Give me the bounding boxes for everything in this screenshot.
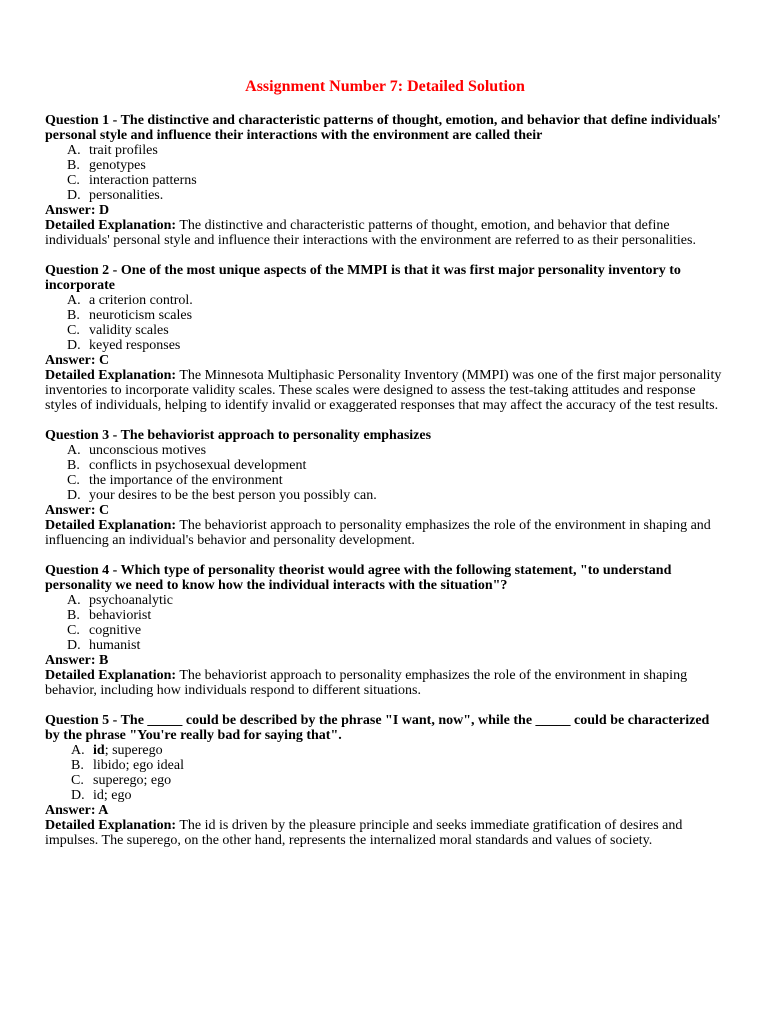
answer-line: Answer: C [45,353,110,368]
option-d [67,188,725,203]
explanation-label: Detailed Explanation: [45,218,177,233]
option-c [67,623,725,638]
option-letter: B. [67,158,80,173]
option-text: cognitive [89,623,142,638]
option-letter: D. [67,188,81,203]
option-text: a criterion control. [89,293,193,308]
option-letter: C. [71,773,84,788]
option-letter: C. [67,623,80,638]
option-text: your desires to be the best person you possibly can. [89,488,377,503]
explanation-text: The behaviorist approach to personality emphasizes the role of the environment in shaping behavior, including how individuals respond to different situations. [45,668,688,698]
explanation [45,818,725,848]
option-letter: B. [71,758,84,773]
explanation [45,518,725,548]
option-a [67,593,725,608]
answer-line: Answer: C [45,503,110,518]
option-b [67,458,725,473]
explanation [45,368,725,413]
question-2 [45,263,725,413]
question-5 [45,713,725,848]
option-c [71,773,725,788]
question-text: Question 3 - The behaviorist approach to personality emphasizes [45,428,432,443]
option-letter: D. [67,338,81,353]
option-a [67,443,725,458]
option-letter: B. [67,308,80,323]
option-b [71,758,725,773]
document-page [45,78,725,863]
option-list [45,593,725,653]
option-list [45,443,725,503]
option-text: genotypes [89,158,146,173]
question-text: Question 1 - The distinctive and characteristic patterns of thought, emotion, and behavior that define individuals' personal style and influence their interactions with the environment are called their [45,113,721,143]
explanation-label: Detailed Explanation: [45,818,177,833]
explanation [45,218,725,248]
option-text: libido; ego ideal [93,758,184,773]
option-d [71,788,725,803]
question-1 [45,113,725,248]
option-letter: C. [67,323,80,338]
option-text [93,743,163,758]
option-letter: D. [67,488,81,503]
answer-line: Answer: D [45,203,110,218]
option-c [67,323,725,338]
option-text: id; ego [93,788,132,803]
explanation-text: The behaviorist approach to personality emphasizes the role of the environment in shaping and influencing an individual's behavior and personality development. [45,518,711,548]
option-letter: A. [67,293,81,308]
option-letter: A. [67,443,81,458]
option-a [67,293,725,308]
explanation-label: Detailed Explanation: [45,368,177,383]
option-bold-term: id [93,743,105,758]
option-c [67,173,725,188]
option-text: personalities. [89,188,164,203]
option-b [67,608,725,623]
option-d [67,488,725,503]
option-list [45,743,725,803]
option-rest: ; superego [104,743,163,758]
option-d [67,338,725,353]
explanation-text: The id is driven by the pleasure principle and seeks immediate gratification of desires and impulses. The superego, on the other hand, represents the internalized moral standards and values of society. [45,818,683,848]
option-list [45,293,725,353]
question-text: Question 4 - Which type of personality theorist would agree with the following statement, "to understand personality we need to know how the individual interacts with the situation"? [45,563,672,593]
explanation-text: The distinctive and characteristic patterns of thought, emotion, and behavior that define individuals' personal style and influence their interactions with the environment are referred to as their personalities. [45,218,696,248]
answer-line: Answer: B [45,653,109,668]
option-list [45,143,725,203]
option-text: humanist [89,638,141,653]
explanation-label: Detailed Explanation: [45,518,177,533]
option-b [67,158,725,173]
option-b [67,308,725,323]
page-title: Assignment Number 7: Detailed Solution [245,78,525,95]
option-letter: A. [67,143,81,158]
option-letter: D. [71,788,85,803]
option-text: behaviorist [89,608,152,623]
option-a [71,743,725,758]
option-letter: D. [67,638,81,653]
option-text: psychoanalytic [89,593,173,608]
option-text: keyed responses [89,338,181,353]
option-letter: B. [67,458,80,473]
explanation-text: The Minnesota Multiphasic Personality Inventory (MMPI) was one of the first major personality inventories to incorporate validity scales. These scales were designed to assess the test-taking attitudes and response styles of individuals, helping to identify invalid or exaggerated responses that may affect the accuracy of the test results. [45,368,722,413]
answer-line: Answer: A [45,803,109,818]
option-c [67,473,725,488]
option-text: interaction patterns [89,173,197,188]
option-letter: C. [67,173,80,188]
explanation [45,668,725,698]
option-letter: C. [67,473,80,488]
option-text: neuroticism scales [89,308,193,323]
option-text: validity scales [89,323,169,338]
option-letter: B. [67,608,80,623]
option-letter: A. [71,743,85,758]
option-text: superego; ego [93,773,172,788]
question-text: Question 5 - The _____ could be described by the phrase "I want, now", while the _____ could be characterized by the phrase "You're really bad for saying that". [45,713,710,743]
option-d [67,638,725,653]
option-letter: A. [67,593,81,608]
option-text: conflicts in psychosexual development [89,458,307,473]
option-a [67,143,725,158]
option-text: trait profiles [89,143,158,158]
option-text: the importance of the environment [89,473,283,488]
question-3 [45,428,725,548]
option-text: unconscious motives [89,443,207,458]
question-4 [45,563,725,698]
explanation-label: Detailed Explanation: [45,668,177,683]
question-text: Question 2 - One of the most unique aspects of the MMPI is that it was first major personality inventory to incorporate [45,263,681,293]
